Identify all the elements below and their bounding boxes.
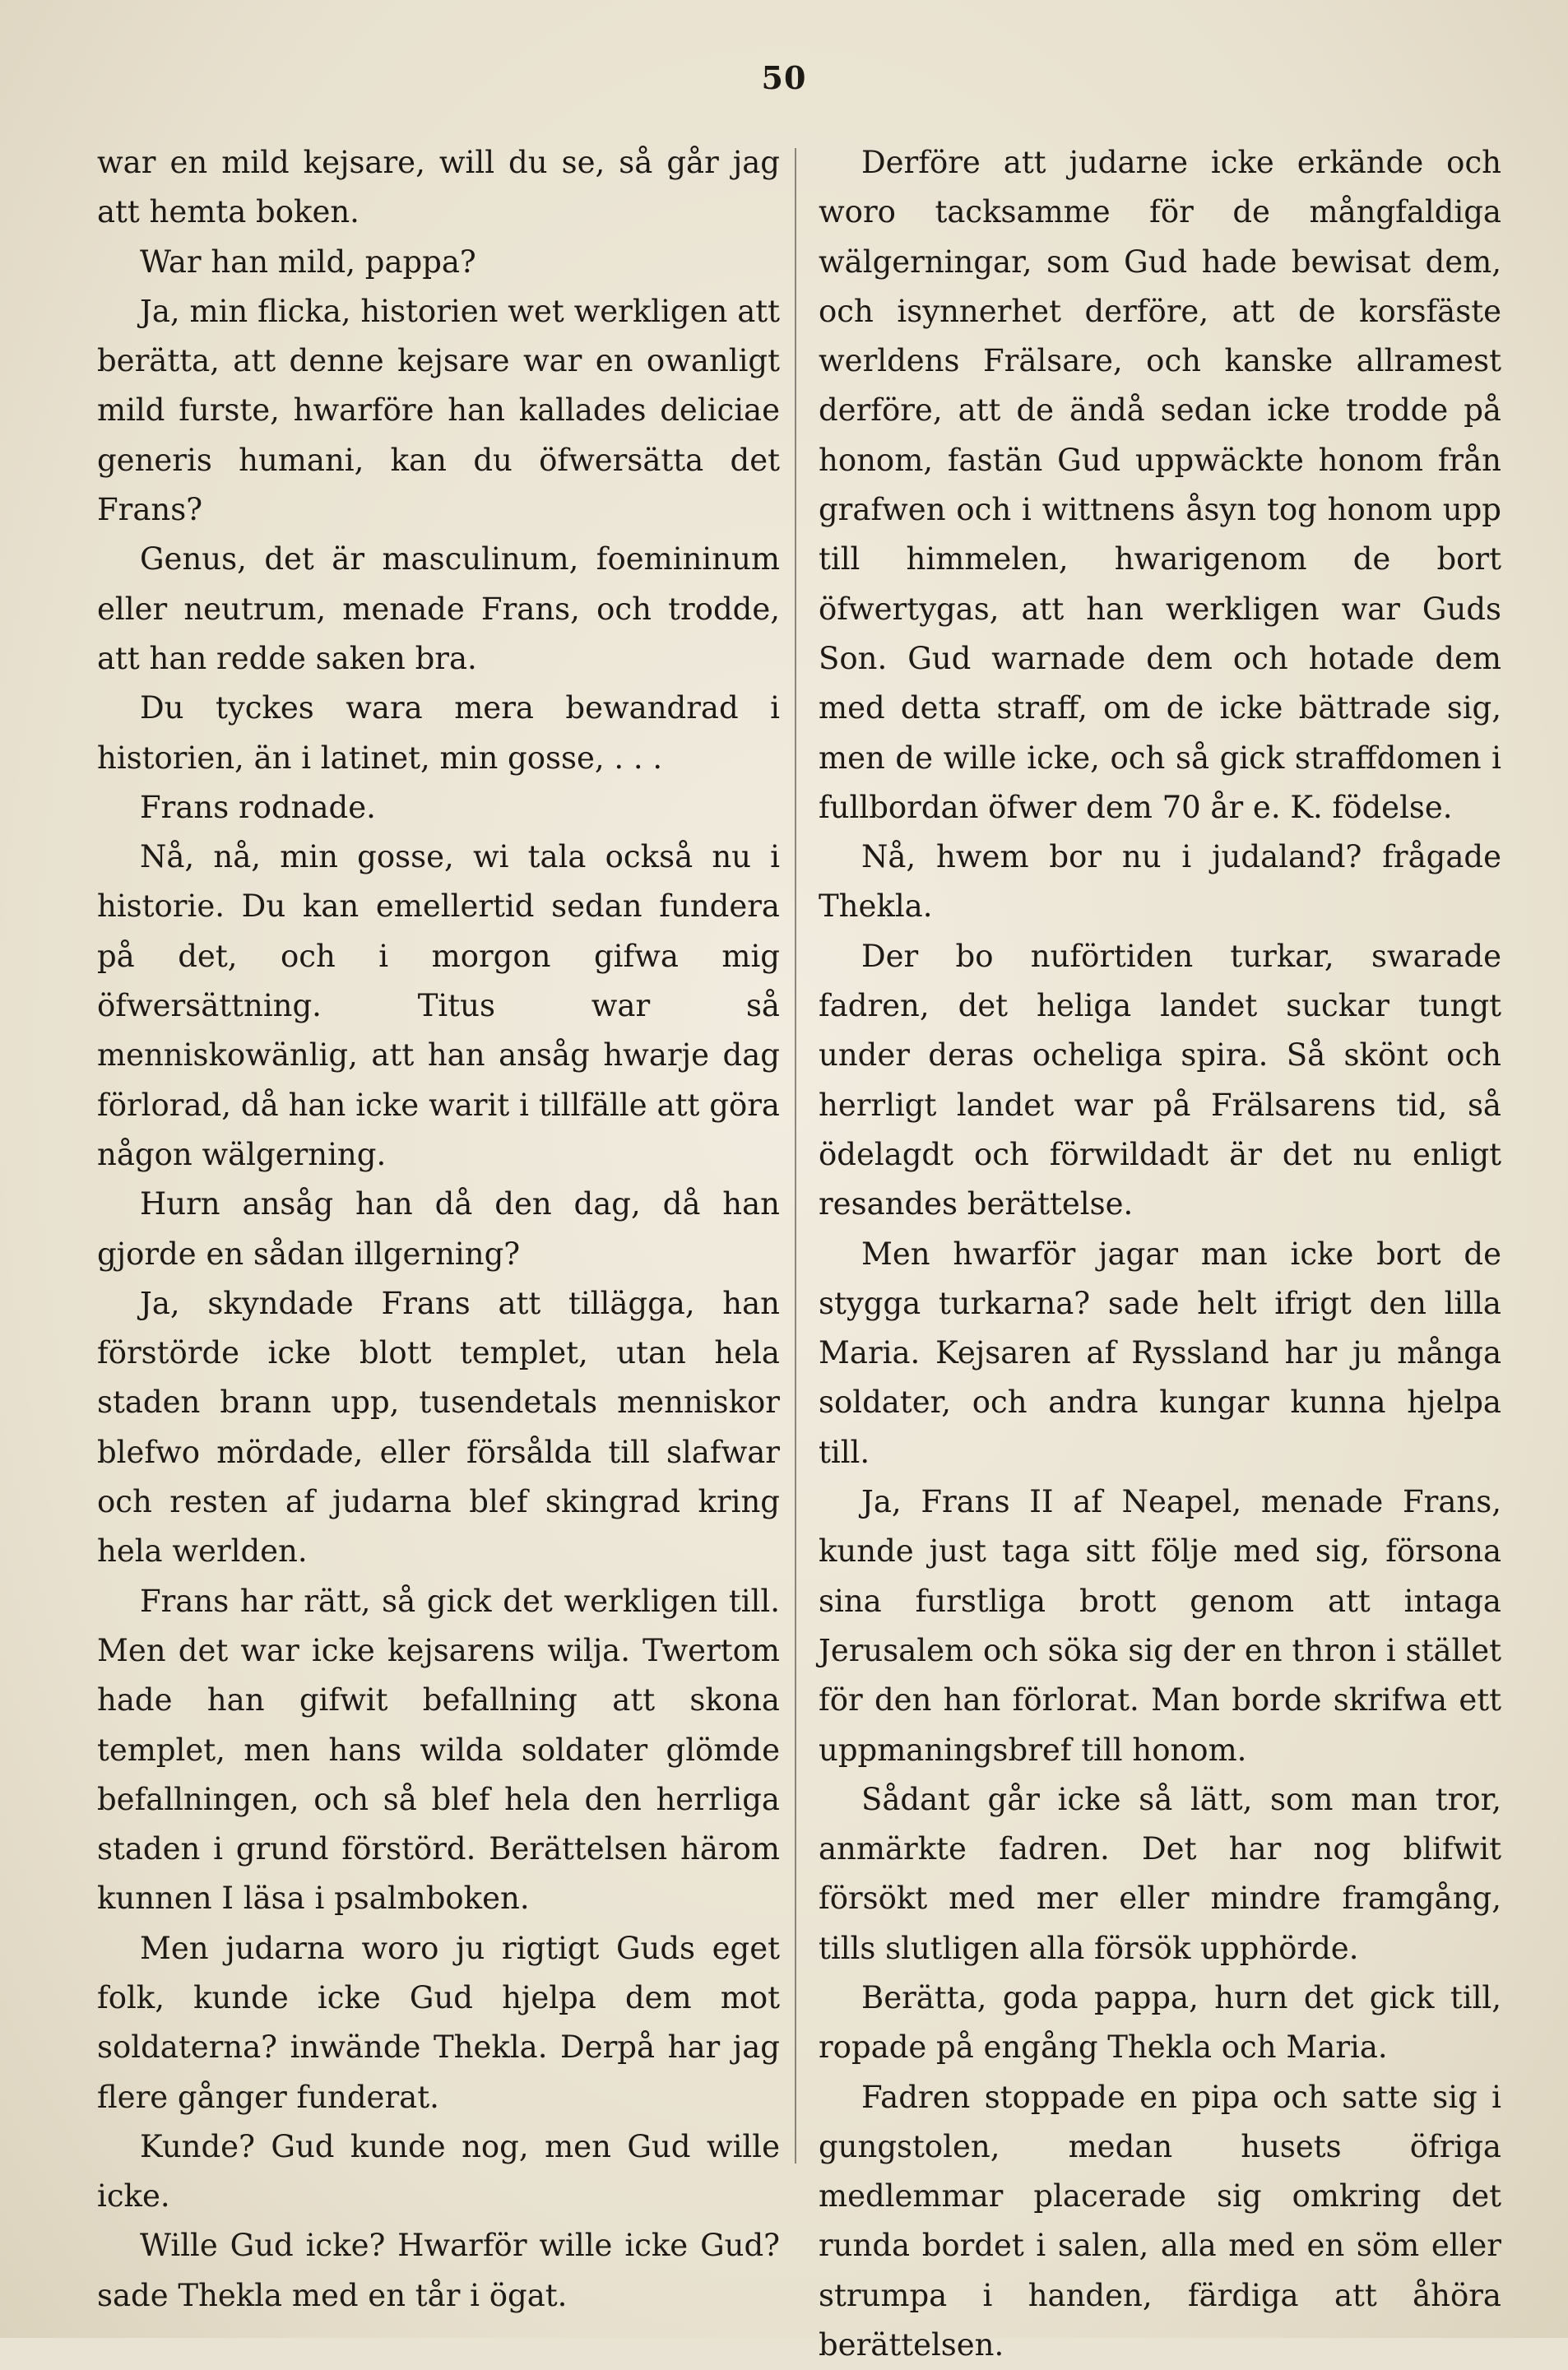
paragraph: Der bo nuförtiden turkar, swarade fadren, det heliga landet suckar tungt under deras ocheliga spira. Så skönt och herrligt landet war på Frälsarens tid, så ödelagdt och förwildadt är det nu enligt resandes berättelse. xyxy=(819,938,1501,1222)
paragraph: Kunde? Gud kunde nog, men Gud wille icke. xyxy=(97,2128,780,2215)
paragraph: Ja, Frans II af Neapel, menade Frans, kunde just taga sitt följe med sig, försona sina furstliga brott genom att intaga Jerusalem och söka sig der en thron i stället för den han förlorat. Man borde skrifwa ett uppmaningsbref till honom. xyxy=(819,1484,1501,1768)
paragraph: War han mild, pappa? xyxy=(140,243,476,280)
paragraph: Wille Gud icke? Hwarför wille icke Gud? sade Thekla med en tår i ögat. xyxy=(97,2228,780,2313)
paragraph: Frans har rätt, så gick det werkligen till. Men det war icke kejsarens wilja. Twertom hade han gifwit befallning att skona templet, men hans wilda soldater glömde befallningen, och så blef hela den herrliga staden i grund förstörd. Berättelsen härom kunnen I läsa i psalmboken. xyxy=(97,1583,780,1917)
paragraph: Hurn ansåg han då den dag, då han gjorde en sådan illgerning? xyxy=(97,1186,780,1272)
paragraph: Men hwarför jagar man icke bort de styggа turkarna? sade helt ifrigt den lilla Maria. Kejsaren af Ryssland har ju många soldater, och andra kungar kunna hjelpa till. xyxy=(819,1236,1501,1470)
paragraph: Berätta, goda pappa, hurn det gick till, ropade på engång Thekla och Maria. xyxy=(819,1979,1501,2066)
paragraph: Fadren stoppade en pipa och satte sig i gungstolen, medan husets öfriga medlemmar placerade sig omkring det runda bordet i salen, alla med en söm eller strumpa i handen, färdiga att åhöra berättelsen. xyxy=(819,2079,1501,2363)
left-column xyxy=(97,138,780,2321)
paragraph: Men judarna woro ju rigtigt Guds eget folk, kunde icke Gud hjelpa dem mot soldaterna? inwände Thekla. Derpå har jag flere gånger funderat. xyxy=(97,1930,780,2115)
paragraph: war en mild kejsare, will du se, så går jag att hemta boken. xyxy=(97,145,780,230)
paragraph: Sådant går icke så lätt, som man tror, anmärkte fadren. Det har nog blifwit försökt med mer eller mindre framgång, tills slutligen alla försök upphörde. xyxy=(819,1781,1501,1966)
column-divider xyxy=(795,148,796,2164)
paragraph: Ja, skyndade Frans att tillägga, han förstörde icke blott templet, utan hela staden brann upp, tusendetals menniskor blefwo mördade, eller försålda till slafwar och resten af judarna blef skingrad kring hela werlden. xyxy=(97,1285,780,1570)
paragraph: Du tyckes wara mera bewandrad i historien, än i latinet, min gosse, . . . xyxy=(97,690,780,776)
right-column xyxy=(819,138,1501,2370)
paragraph: Frans rodnade. xyxy=(140,789,376,825)
paragraph: Ja, min flicka, historien wet werkligen att berätta, att denne kejsare war en owanligt mild furste, hwarföre han kallades deliciae generis humani, kan du öfwersätta det Frans? xyxy=(97,293,780,528)
paragraph: Nå, hwem bor nu i judaland? frågade Thekla. xyxy=(819,839,1501,925)
page-number: 50 xyxy=(761,59,807,96)
paragraph: Derföre att judarne icke erkände och woro tacksamme för de mångfaldiga wälgerningar, som Gud hade bewisat dem, och isynnerhet derföre, att de korsfäste werldens Frälsare, och kanske allramest derföre, att de ändå sedan icke trodde på honom, fastän Gud uppwäckte honom från grafwen och i wittnens åsyn tog honom upp till himmelen, hwarigenom de bort öfwertygas, att han werkligen war Guds Son. Gud warnade dem och hotade dem med detta straff, om de icke bättrade sig, men de wille icke, och så gick straffdomen i fullbordan öfwer dem 70 år e. K. födelse. xyxy=(819,145,1501,825)
paragraph: Nå, nå, min gosse, wi tala också nu i historie. Du kan emellertid sedan fundera på det, och i morgon gifwa mig öfwersättning. Titus war så menniskowänlig, att han ansåg hwarje dag förlorad, då han icke warit i tillfälle att göra någon wälgerning. xyxy=(97,839,780,1172)
paragraph: Genus, det är masculinum, foemininum eller neutrum, menade Frans, och trodde, att han redde saken bra. xyxy=(97,541,780,676)
